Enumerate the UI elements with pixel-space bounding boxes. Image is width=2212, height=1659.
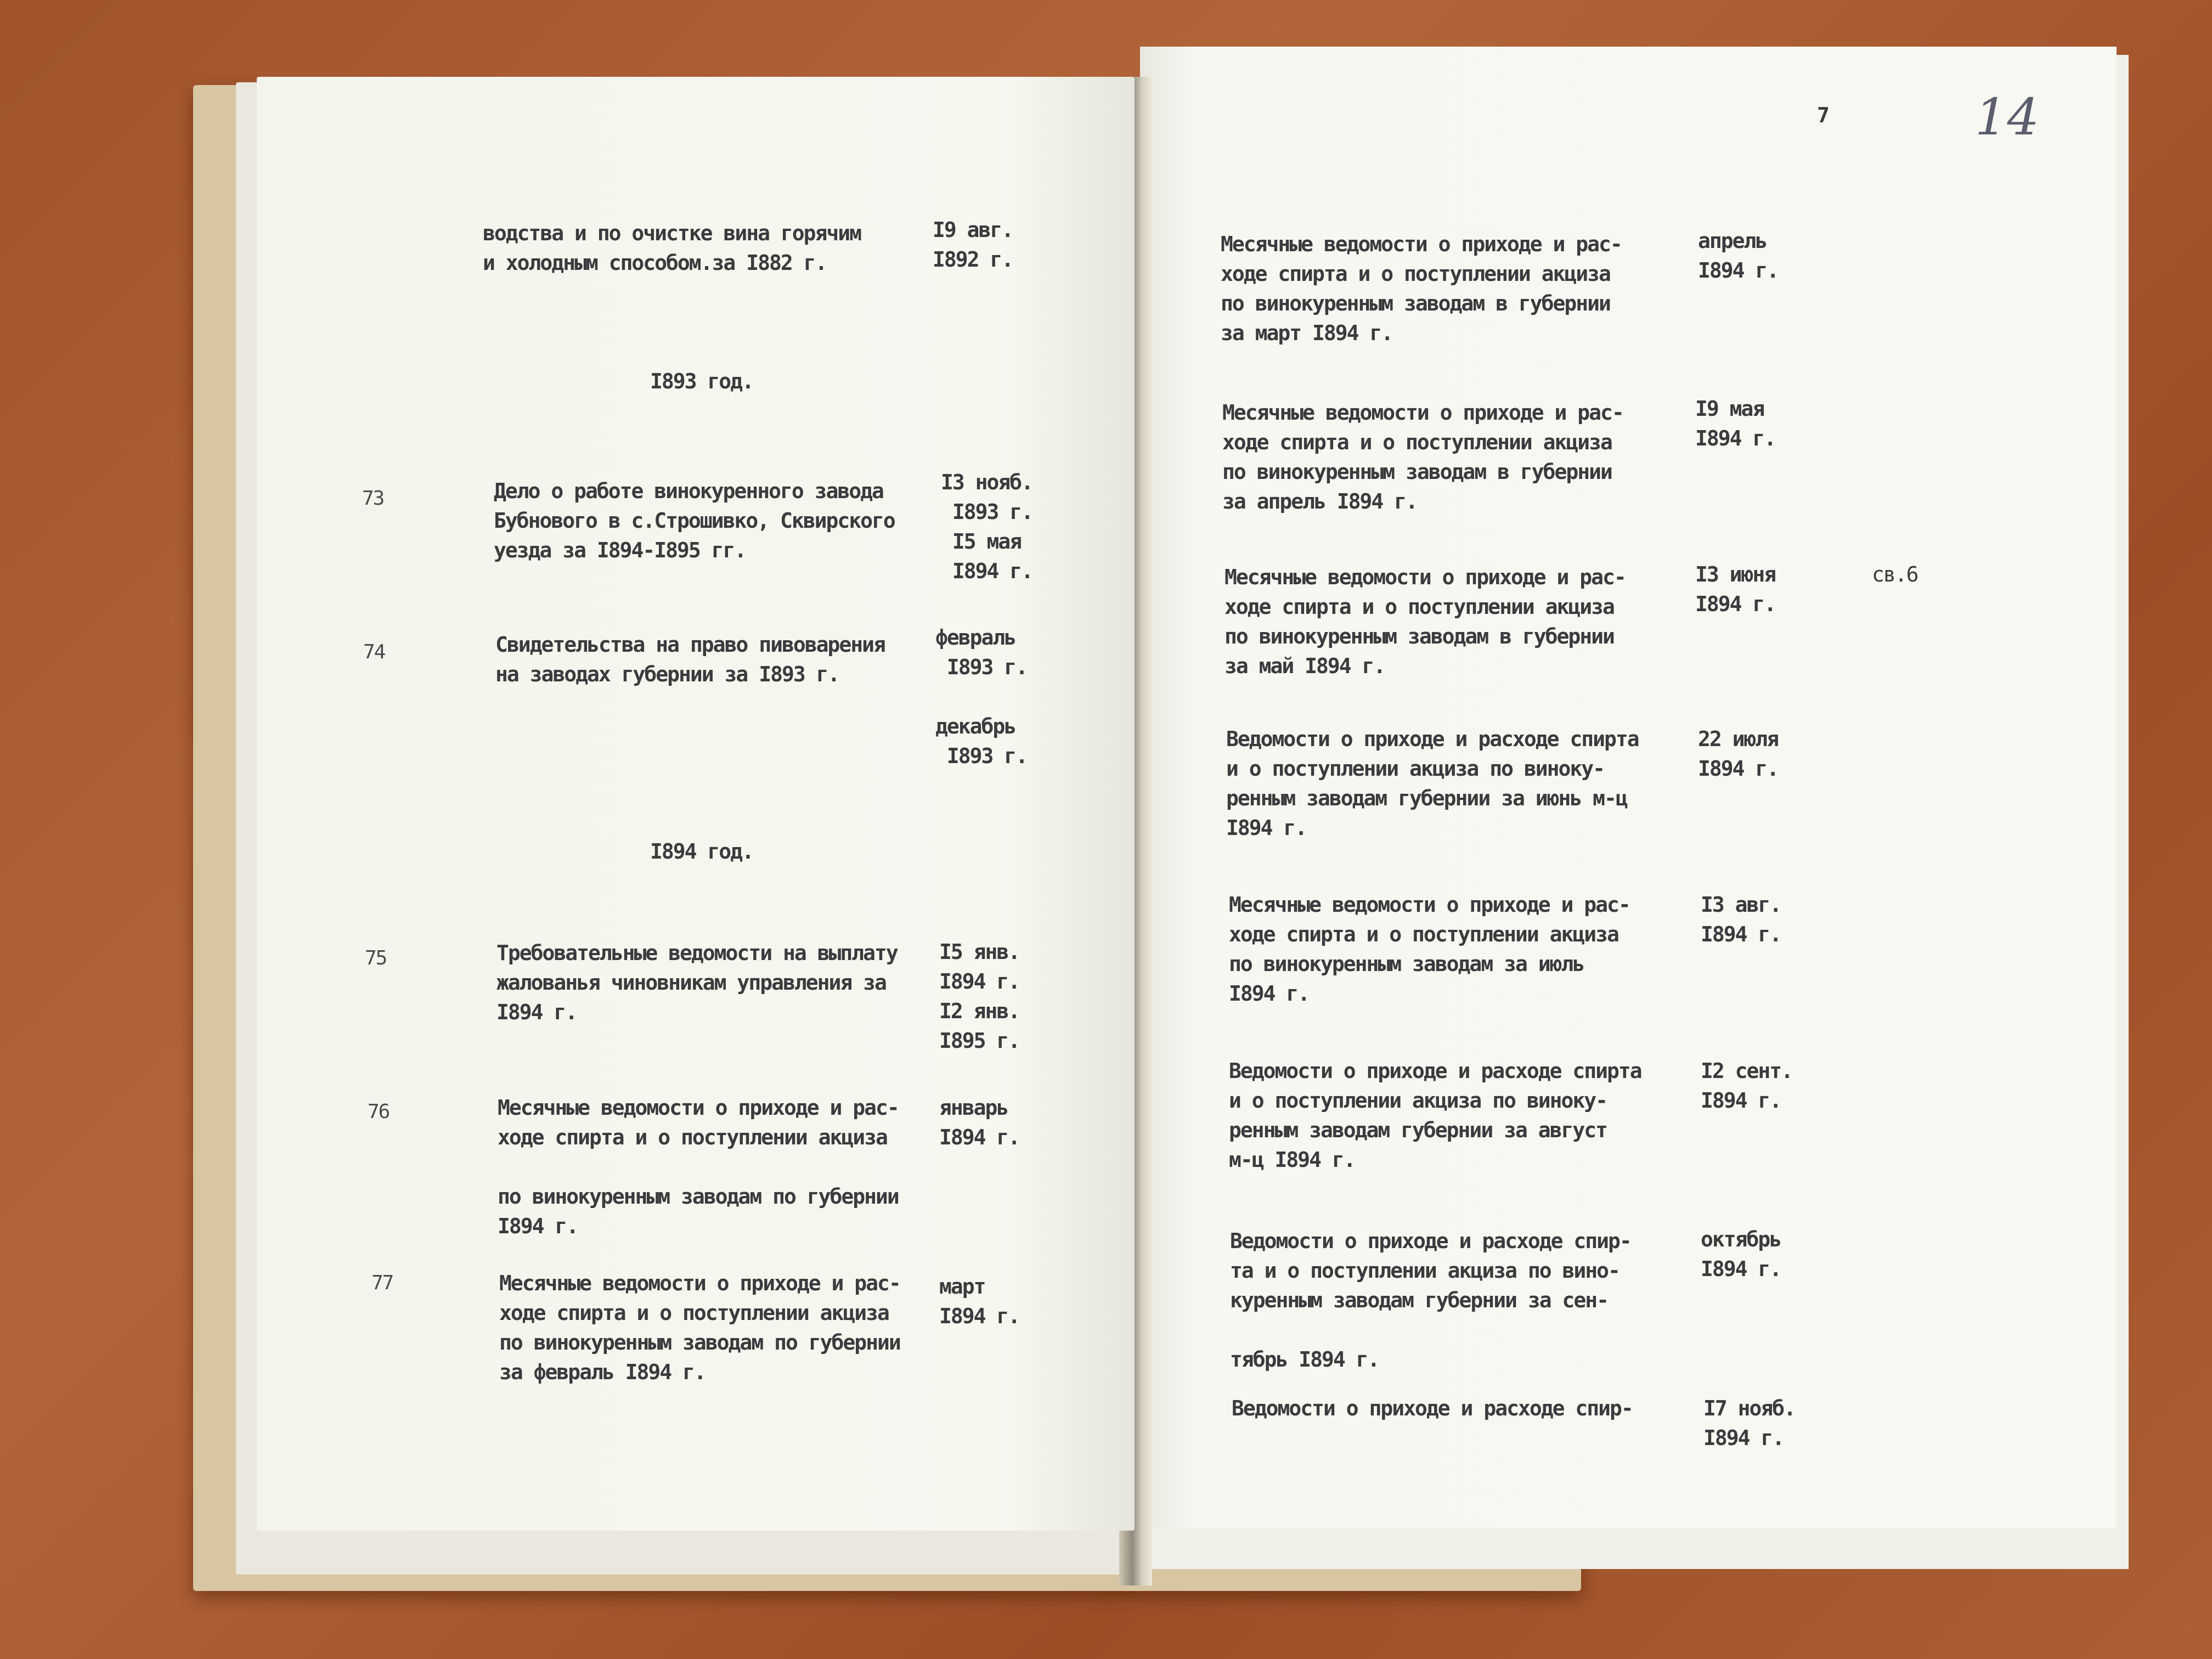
entry-dates: I7 нояб. I894 г. [1703, 1396, 1796, 1450]
entry-dates: I3 авг. I894 г. [1701, 893, 1781, 946]
entry-text: Свидетельства на право пивоварения на заводах губернии за I893 г. [495, 633, 885, 686]
entry-text: Месячные ведомости о приходе и рас- ходе спирта и о поступлении акциза по винокуренным заводам в губернии за март I894 г. [1221, 232, 1622, 345]
entry-dates: март I894 г. [939, 1274, 1020, 1328]
fragment-date: I9 авг. I892 г. [933, 218, 1013, 272]
entry-text: Месячные ведомости о приходе и рас- ходе спирта и о поступлении акциза по винокуренным заводам по губернии за февраль I894 г. [499, 1271, 900, 1384]
fragment-text: водства и по очистке вина горячим и холодным способом.за I882 г. [483, 221, 861, 275]
entry-text: Ведомости о приходе и расходе спирта и о поступлении акциза по виноку- ренным заводам губернии за июнь м-ц I894 г. [1226, 727, 1639, 840]
entry-text: Месячные ведомости о приходе и рас- ходе спирта и о поступлении акциза по винокуренным заводам за июль I894 г. [1229, 893, 1630, 1006]
page-number: 7 [1817, 103, 1830, 127]
entry-dates: январь I894 г. [939, 1096, 1020, 1149]
entry-text: Требовательные ведомости на выплату жалованья чиновникам управления за I894 г. [496, 941, 898, 1024]
side-label: св.6 [1872, 562, 1918, 586]
entry-dates: I3 нояб. I893 г. I5 мая I894 г. [941, 470, 1033, 583]
entry-text: Месячные ведомости о приходе и рас- ходе спирта и о поступлении акциза по винокуренным заводам в губернии за май I894 г. [1224, 565, 1626, 678]
entry-dates: октябрь I894 г. [1701, 1227, 1781, 1281]
entry-dates: I9 мая I894 г. [1695, 397, 1776, 450]
entry-text: Месячные ведомости о приходе и рас- ходе спирта и о поступлении акциза по винокуренным заводам в губернии за апрель I894 г. [1222, 400, 1623, 514]
entry-dates: апрель I894 г. [1698, 229, 1779, 283]
entry-dates: 22 июля I894 г. [1698, 727, 1779, 781]
handwritten-folio-number: 14 [1975, 88, 2040, 146]
entry-text: Ведомости о приходе и расходе спир- [1232, 1396, 1633, 1420]
entry-text: Дело о работе винокуренного завода Бубнового в с.Строшивко, Сквирского уезда за I894-I895 гг. [494, 479, 895, 562]
entry-text: Месячные ведомости о приходе и рас- ходе спирта и о поступлении акциза по винокуренным заводам по губернии I894 г. [498, 1096, 899, 1238]
entry-number: 76 [368, 1101, 390, 1123]
entry-number: 77 [371, 1272, 393, 1294]
entry-dates: I2 сент. I894 г. [1701, 1059, 1793, 1113]
entry-text: Ведомости о приходе и расходе спир- та и о поступлении акциза по вино- куренным заводам губернии за сен- тябрь I894 г. [1230, 1229, 1631, 1372]
entry-dates: февраль I893 г. декабрь I893 г. [935, 625, 1028, 768]
entry-dates: I3 июня I894 г. [1695, 562, 1776, 616]
entry-number: 75 [365, 947, 387, 969]
entry-text: Ведомости о приходе и расходе спирта и о поступлении акциза по виноку- ренным заводам губернии за август м-ц I894 г. [1229, 1059, 1641, 1172]
entry-number: 74 [363, 641, 385, 663]
entry-dates: I5 янв. I894 г. I2 янв. I895 г. [939, 940, 1020, 1053]
year-heading-1893: I893 год. [650, 369, 753, 393]
entry-number: 73 [362, 487, 384, 510]
year-heading-1894: I894 год. [650, 839, 753, 864]
